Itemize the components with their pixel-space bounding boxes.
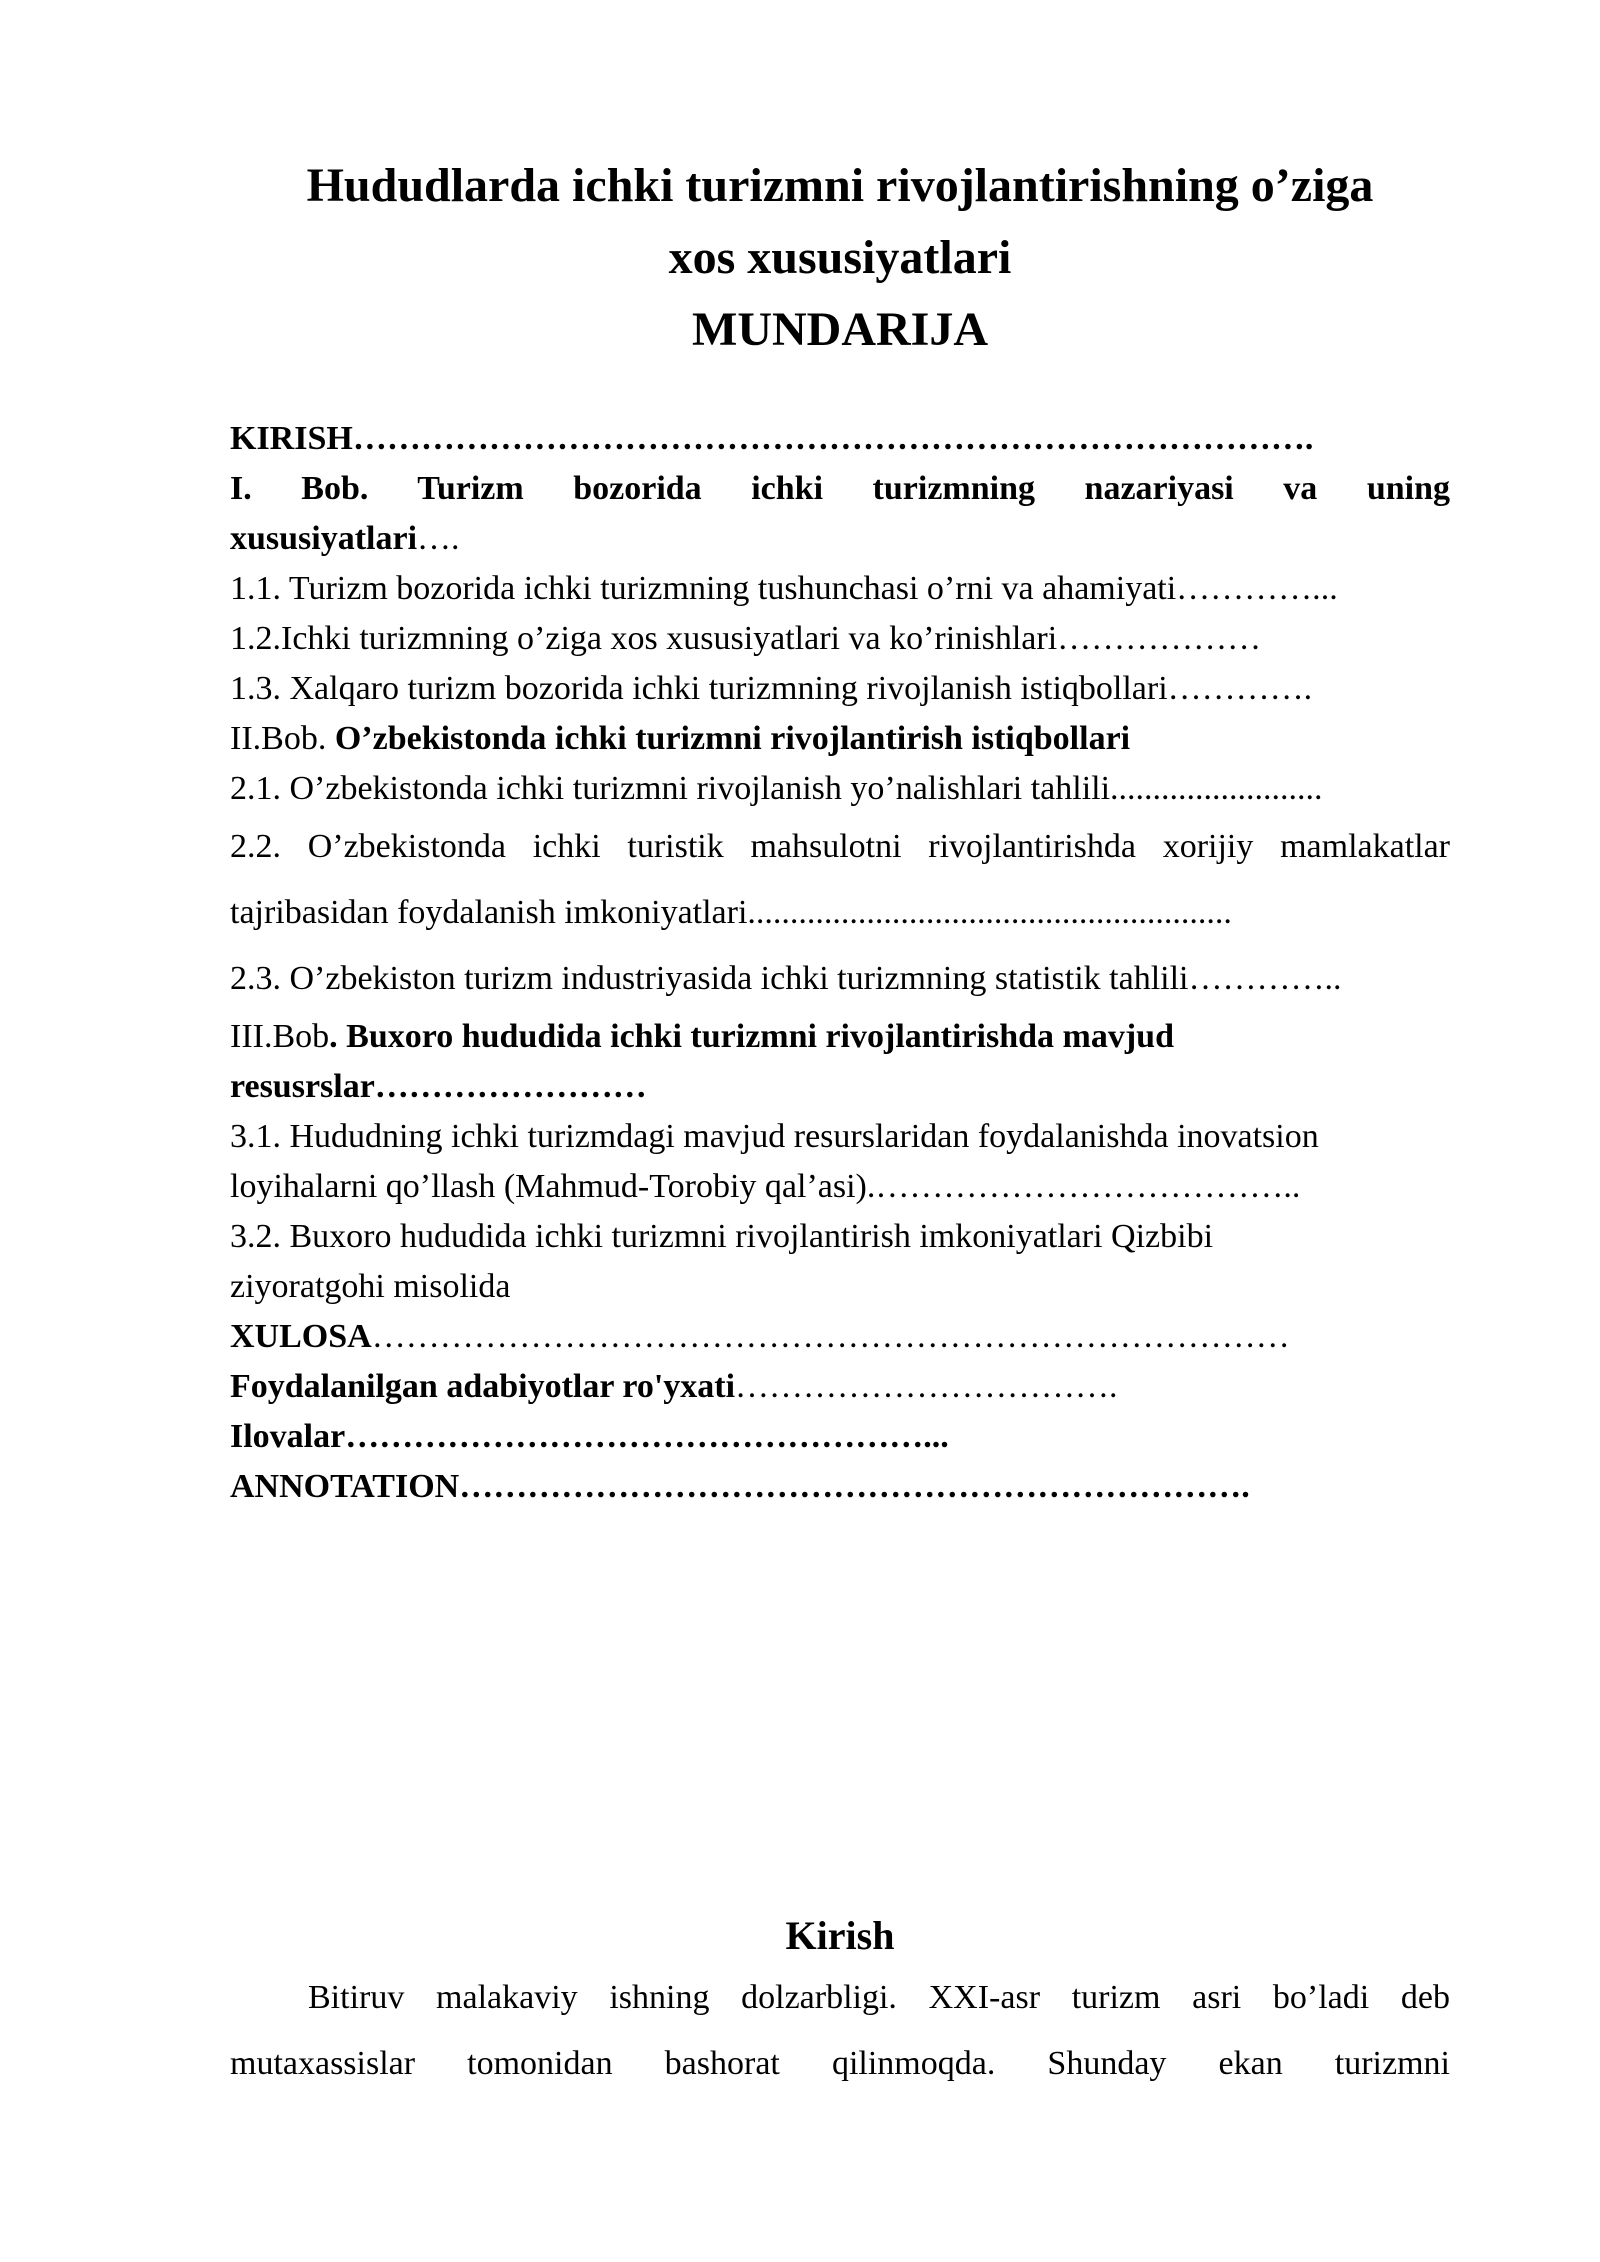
toc-chapter-1-line-1: I. Bob. Turizm bozorida ichki turizmning nazariyasi va uning: [230, 470, 1450, 507]
toc-item-kirish: [230, 414, 1450, 464]
toc-item-adabiyotlar: [230, 1362, 1450, 1412]
toc-dots: ….: [417, 520, 460, 557]
toc-chapter-prefix: III.Bob: [230, 1018, 330, 1055]
toc-item-2-3: 2.3. O’zbekiston turizm industriyasida ichki turizmning statistik tahlili…………..: [230, 960, 1342, 997]
toc-item-3-2-line-1: 3.2. Buxoro hududida ichki turizmni rivojlantirish imkoniyatlari Qizbibi: [230, 1218, 1214, 1255]
toc-label: Foydalanilgan adabiyotlar ro'yxati: [230, 1368, 736, 1405]
intro-paragraph: [230, 1965, 1450, 2097]
toc-item-1-1: [230, 564, 1450, 614]
document-title: [230, 150, 1450, 366]
toc-chapter-2: [230, 714, 1450, 764]
intro-line-2: mutaxassislar tomonidan bashorat qilinmoqda. Shunday ekan turizmni: [230, 2045, 1450, 2082]
toc-chapter-title: O’zbekistonda ichki turizmni rivojlantirish istiqbollari: [334, 720, 1131, 757]
toc-chapter-prefix: II.Bob.: [230, 720, 335, 757]
toc-item-2-2-line-1: 2.2. O’zbekistonda ichki turistik mahsulotni rivojlantirishda xorijiy mamlakatlar: [230, 828, 1450, 865]
toc-item-1-2: 1.2.Ichki turizmning o’ziga xos xususiyatlari va ko’rinishlari………………: [230, 620, 1262, 657]
toc-label: KIRISH: [230, 420, 353, 457]
toc-label: xususiyatlari: [230, 520, 418, 557]
toc-chapter-1-line-2: [230, 514, 1450, 564]
toc-dots: ………………………………………………………………………….: [352, 420, 1314, 457]
toc-chapter-3-line-1: [230, 1012, 1450, 1062]
toc-dots: …………………………….: [735, 1368, 1118, 1405]
section-heading-kirish: Kirish: [785, 1913, 895, 1958]
toc-item-2-2-line-2: tajribasidan foydalanish imkoniyatlari.........................................................: [230, 894, 1232, 931]
toc-item-xulosa: [230, 1312, 1450, 1362]
toc-heading: MUNDARIJA: [692, 303, 988, 356]
toc-item-3-2-line-2: ziyoratgohi misolida: [230, 1268, 511, 1305]
toc-item-1-3: 1.3. Xalqaro turizm bozorida ichki turizmning rivojlanish istiqbollari………….: [230, 670, 1313, 707]
toc-item-2-1: 2.1. O’zbekistonda ichki turizmni rivojlanish yo’nalishlari tahlili.........................: [230, 770, 1323, 807]
toc-dots: ………………………………………………………………………: [371, 1318, 1290, 1355]
toc-text: 1.1. Turizm bozorida ichki turizmning tushunchasi o’rni va ahamiyati………….: [230, 570, 1321, 607]
toc-chapter-3-line-2: resusrslar……………………: [230, 1068, 647, 1105]
table-of-contents: [230, 414, 1450, 1512]
title-line-2: xos xususiyatlari: [668, 231, 1012, 284]
toc-label: XULOSA: [230, 1318, 372, 1355]
toc-dots: ..: [1320, 570, 1338, 607]
toc-item-ilovalar: Ilovalar……………………………………………...: [230, 1418, 949, 1455]
toc-item-3-1-line-1: 3.1. Hududning ichki turizmdagi mavjud resurslaridan foydalanishda inovatsion: [230, 1118, 1319, 1155]
toc-item-3-1-line-2: loyihalarni qo’llash (Mahmud-Torobiy qal’asi).………………………………..: [230, 1168, 1301, 1205]
toc-item-annotation: ANNOTATION…………………………………………………………….: [230, 1468, 1250, 1505]
title-line-1: Hududlarda ichki turizmni rivojlantirishning o’ziga: [306, 159, 1374, 212]
toc-chapter-title: . Buxoro hududida ichki turizmni rivojlantirishda mavjud: [329, 1018, 1174, 1055]
intro-line-1: Bitiruv malakaviy ishning dolzarbligi. XXI-asr turizm asri bo’ladi deb: [308, 1979, 1450, 2016]
